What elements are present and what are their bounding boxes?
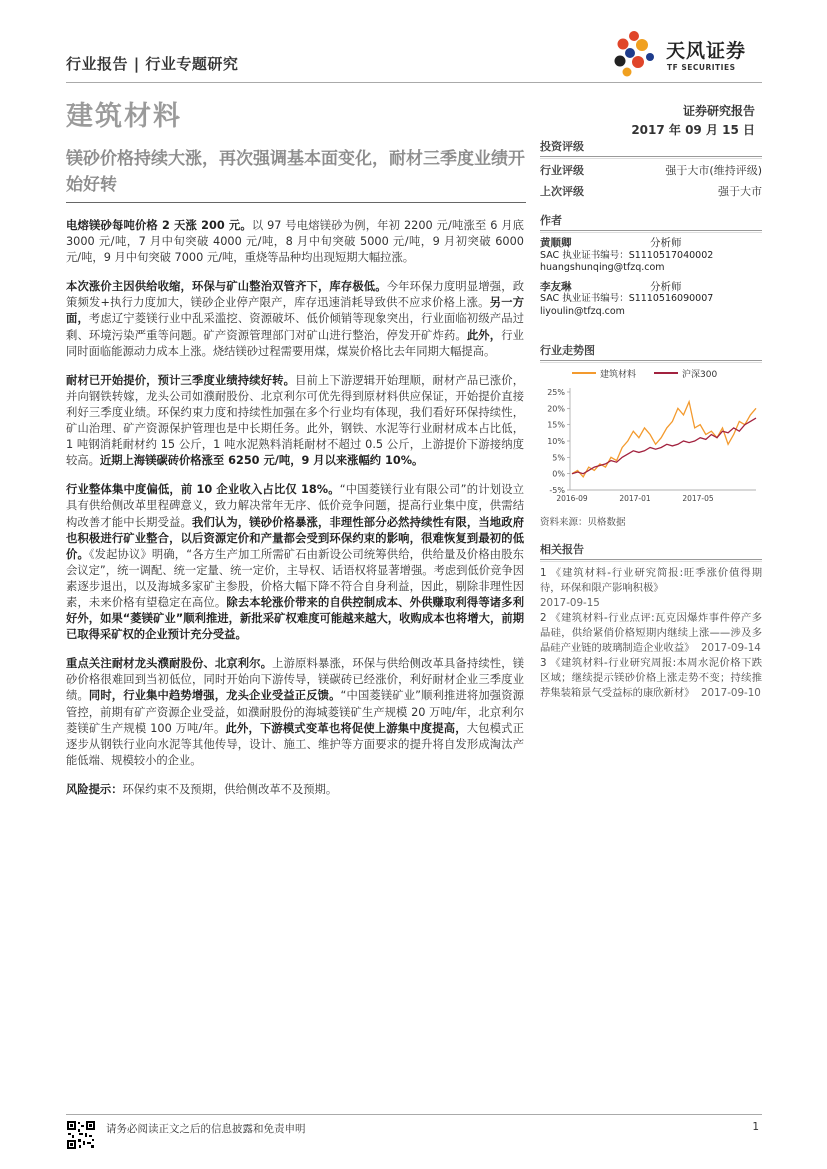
- series-line: [572, 418, 756, 474]
- related-report[interactable]: 3 《建筑材料-行业研究周报:本周水泥价格下跌区域；继续提示镁砂价格上涨走势不变；持续推荐集装箱景气受益标的康欣新材》 2017-09-10: [540, 657, 762, 699]
- author-email[interactable]: huangshunqing@tfzq.com: [540, 262, 665, 273]
- report-date: 2017 年 09 月 15 日: [631, 123, 755, 137]
- report-type: 证券研究报告: [682, 104, 755, 118]
- footer-divider: [66, 1114, 762, 1115]
- author-sac: SAC 执业证书编号：S1110516090007: [540, 293, 714, 304]
- y-tick-label: 25%: [547, 388, 565, 397]
- x-tick-label: 2017-05: [682, 494, 714, 503]
- related-heading: 相关报告: [540, 541, 762, 560]
- author-role: 分析师: [650, 237, 682, 249]
- author-email[interactable]: liyoulin@tfzq.com: [540, 305, 625, 317]
- report-title: 镁砂价格持续大涨，再次强调基本面变化，耐材三季度业绩开始好转: [66, 149, 525, 195]
- y-tick-label: 15%: [547, 420, 565, 430]
- footer-disclaimer[interactable]: 请务必阅读正文之后的信息披露和免责申明: [106, 1123, 306, 1135]
- rating-row: 上次评级 强于大市: [540, 185, 762, 198]
- logo: [612, 30, 762, 78]
- header-divider: [66, 82, 762, 83]
- logo-name: 天风证券: [666, 40, 747, 62]
- author-name: 黄顺卿: [540, 237, 572, 249]
- y-tick-label: 0%: [552, 469, 565, 479]
- author-role: 分析师: [650, 280, 682, 293]
- paragraph-supply: 本次涨价主因供给收缩，环保与矿山整治双管齐下，库存极低。今年环保力度明显增强，政策频发+执行力度加大，镁砂企业停产限产，库存迅速消耗导致供不应求价格上涨。另一方面，考虑辽宁菱镁行业中乱采滥挖、资源破坏、低价倾销等现象突出，行业面临初级产品过剩、环境污染严重等问题。矿产资源管理部门对矿山进行整治，停发开矿炸药。此外，行业同时面临能源动力成本上涨。烧结镁砂过程需要用煤，煤炭价格比去年同期大幅提高。: [66, 280, 524, 358]
- author-sac: SAC 执业证书编号：S1110517040002: [540, 249, 714, 261]
- logo-english: TF SECURITIES: [667, 63, 736, 72]
- logo-icon: [612, 30, 662, 78]
- author-card: [540, 237, 762, 275]
- page-number: 1: [752, 1121, 759, 1133]
- title-divider: [66, 202, 526, 203]
- related-report[interactable]: 1 《建筑材料-行业研究简报:旺季涨价值得期待，环保和限产影响积极》 2017-09-15: [540, 567, 762, 609]
- paragraph-price: 电熔镁砂每吨价格 2 天涨 200 元。以 97 号电熔镁砂为例，年初 2200 元/吨涨至 6 月底 3000 元/吨，7 月中旬突破 4000 元/吨，8 月中旬突破 5000 元/吨，9 月初突破 6000 元/吨，9 月中旬突破 7000 元/吨，重烧等品种均出现短期大幅拉涨。: [66, 219, 524, 265]
- paragraph-concentration: 行业整体集中度偏低，前 10 企业收入占比仅 18%。“中国菱镁行业有限公司”的计划设立具有供给侧改革里程碑意义，致力解决常年无序、低价竞争问题，提高行业集中度，供需结构改善才能中长期受益。我们认为，镁砂价格暴涨，非理性部分必然持续性有限，当地政府也积极进行矿业整合，以后资源定价和产量都会受到环保约束的影响，很难恢复到最初的低价。《发起协议》明确，“各方生产加工所需矿石由新设公司统筹供给，供给量及价格由股东会议定”，统一调配、统一定量、统一定价，主导权、话语权将显著增强。考虑到低价竞争因素逐步退出，以及海城多家矿主参股，价格大幅下降不符合自身利益，因此，剔除非理性因素，未来价格有望稳定在高位。除去本轮涨价带来的自供控制成本、外供赚取利得等诸多利好外，如果“菱镁矿业”顺利推进，新批采矿权难度可能越来越大，收购成本也将增大，前期已取得采矿权的企业预计充分受益。: [66, 483, 524, 642]
- x-tick-label: 2016-09: [556, 494, 588, 503]
- report-category: 行业报告 | 行业专题研究: [66, 55, 239, 73]
- rating-section: [540, 138, 762, 199]
- trend-chart: [540, 362, 762, 510]
- paragraph-refractory: 耐材已开始提价，预计三季度业绩持续好转。目前上下游逻辑开始理顺，耐材产品已涨价，并向钢铁转嫁，龙头公司如濮耐股份、北京利尔可优先得到原材料供应保证，开始提价直接利好三季度业绩。环保约束力度和持续性加强在多个行业均有体现，我们看好环保持续性，矿山治理、矿产资源保护管理也是中长期任务。此外，钢铁、水泥等行业耐材成本占比低，1 吨钢消耗耐材约 15 公斤，1 吨水泥熟料消耗耐材不超过 0.5 公斤，上游提价下游接纳度较高。近期上海镁碳砖价格涨至 6250 元/吨，9 月以来涨幅约 10%。: [66, 373, 524, 468]
- y-tick-label: 5%: [552, 453, 565, 463]
- authors-heading: 作者: [540, 212, 762, 231]
- legend-label: 沪深300: [682, 370, 718, 380]
- x-tick-label: 2017-01: [619, 494, 651, 503]
- paragraph-risk: 风险提示：环保约束不及预期，供给侧改革不及预期。: [66, 782, 338, 796]
- rating-row: 行业评级 强于大市(维持评级): [540, 164, 762, 177]
- y-tick-label: -5%: [549, 486, 565, 495]
- trend-heading: 行业走势图: [540, 342, 762, 361]
- y-tick-label: 10%: [547, 437, 565, 446]
- related-section: [540, 541, 762, 701]
- rating-heading: 投资评级: [540, 138, 762, 157]
- industry-name: 建筑材料: [66, 101, 182, 132]
- chart-source: 资料来源：贝格数据: [540, 517, 626, 528]
- legend-label: 建筑材料: [600, 370, 637, 380]
- report-body: [66, 218, 524, 811]
- paragraph-focus: 重点关注耐材龙头濮耐股份、北京利尔。上游原料暴涨，环保与供给侧改革具备持续性，镁砂价格很难回到当初低位，同时开始向下游传导，镁碳砖已经涨价，利好耐材企业三季度业绩。同时，行业集中趋势增强，龙头企业受益正反馈。“中国菱镁矿业”顺利推进将加强资源管控，前期有矿产资源企业受益，如濮耐股份的海城菱镁矿生产规模 20 万吨/年，北京利尔菱镁矿生产规模 100 万吨/年。此外，下游模式变革也将促使上游集中度提高，大包模式正逐步从钢铁行业向水泥等其他传导，设计、施工、维护等方面要求的提升将自发形成淘汰产能低端、规模较小的企业。: [66, 657, 524, 767]
- author-card: [540, 281, 762, 319]
- related-report[interactable]: 2 《建筑材料-行业点评:瓦克因爆炸事件停产多晶硅，供给紧俏价格短期内继续上涨——涉及多晶硅产业链的玻璃制造企业收益》 2017-09-14: [540, 612, 762, 654]
- trend-section: [540, 342, 762, 361]
- y-tick-label: 20%: [547, 404, 565, 414]
- qr-code-icon: [66, 1120, 96, 1150]
- author-name: 李友琳: [540, 280, 572, 293]
- authors-section: [540, 212, 762, 318]
